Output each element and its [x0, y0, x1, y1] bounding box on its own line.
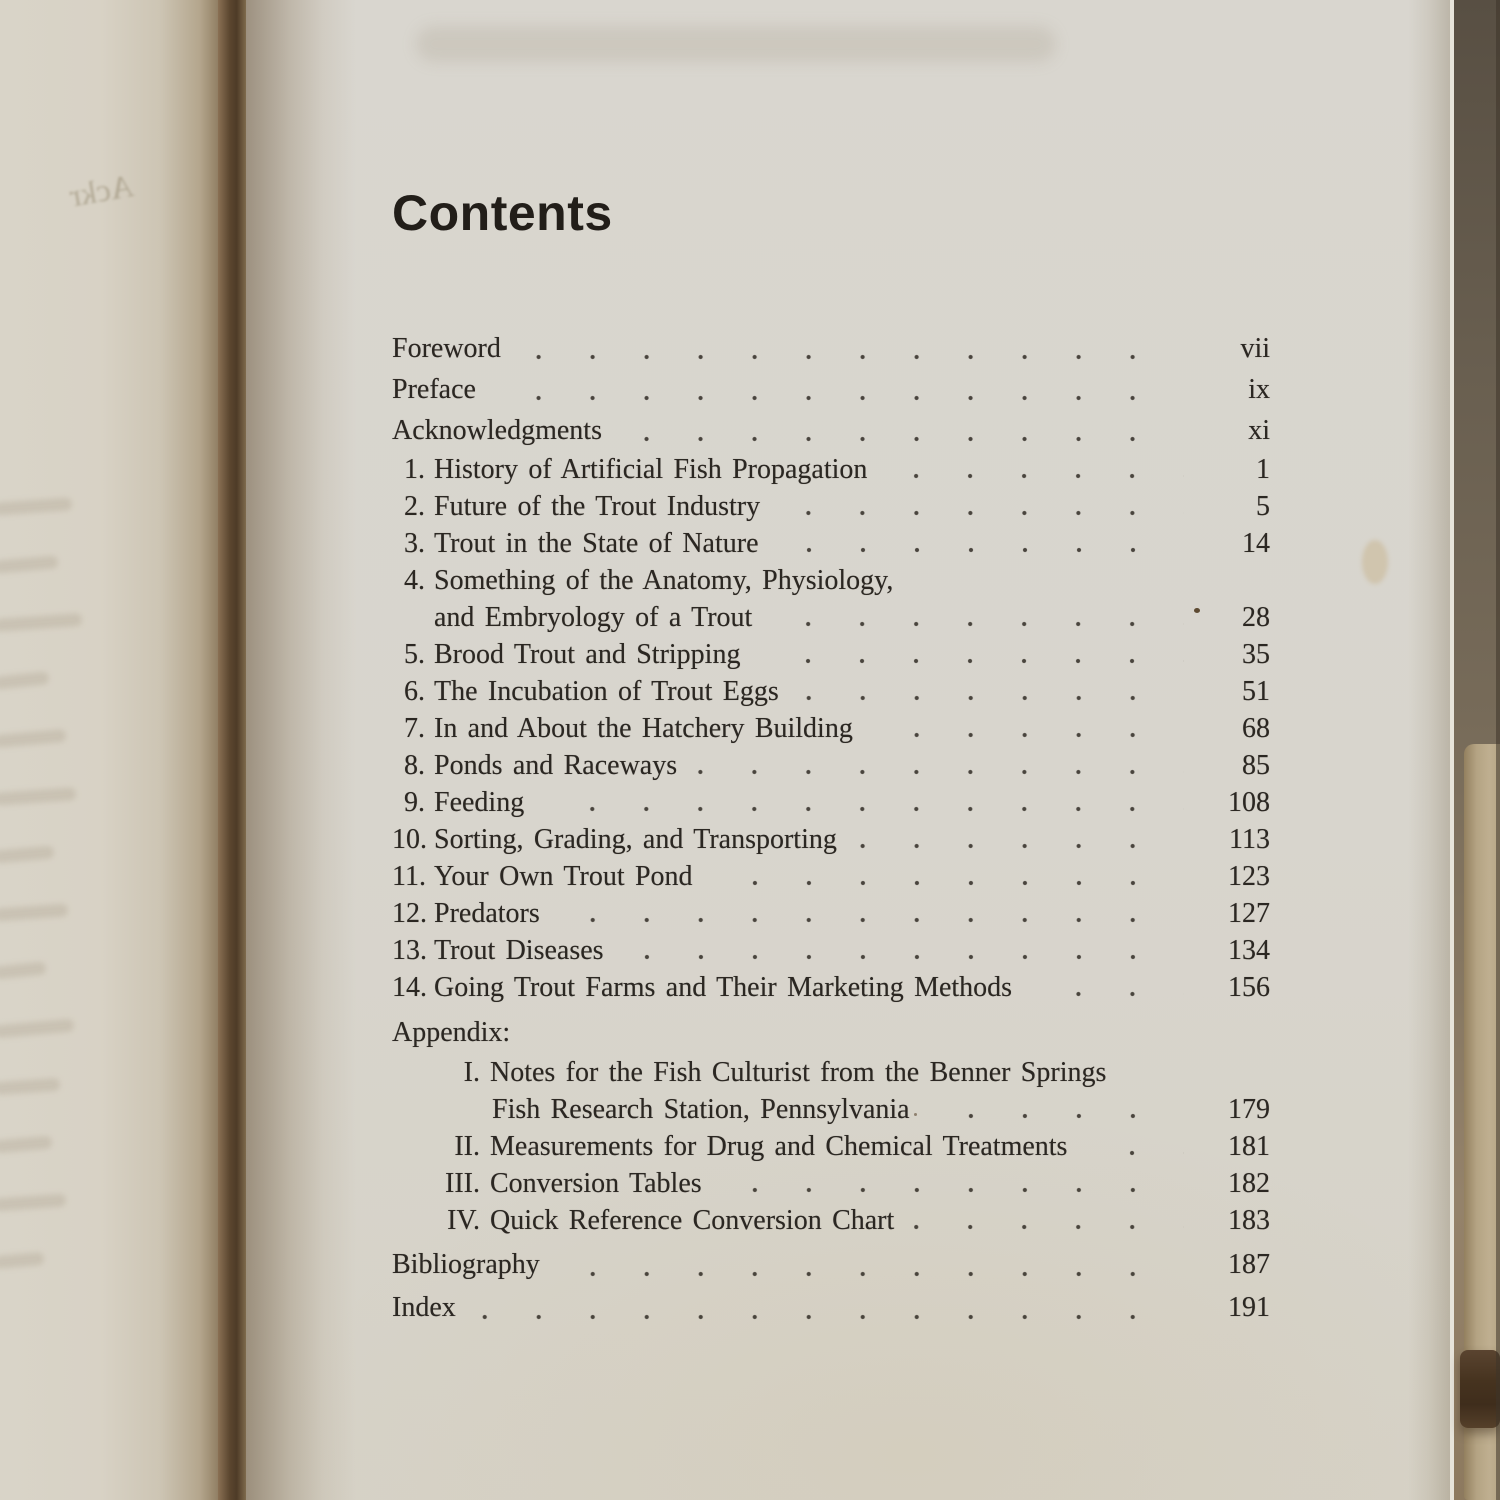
dot-leader — [760, 658, 1184, 664]
dot-leader — [622, 436, 1184, 442]
toc-row — [392, 1054, 1270, 1091]
toc-page-number: 123 — [1228, 861, 1270, 892]
book-fore-edge — [1454, 0, 1500, 1500]
dot-leader — [780, 510, 1184, 516]
toc-page-number: 182 — [1228, 1168, 1270, 1199]
paper-speck — [1194, 608, 1200, 613]
toc-entry-label: and Embryology of a Trout — [434, 602, 753, 633]
toc-entry-number: 14. — [392, 972, 427, 1003]
toc-page-number: 108 — [1228, 787, 1270, 818]
dot-leader — [560, 1271, 1184, 1277]
binding-shadow — [1460, 1350, 1500, 1428]
paper-speck — [914, 1113, 917, 1116]
toc-entry-number: 2. — [404, 491, 425, 522]
dot-leader — [887, 473, 1184, 479]
toc-row — [392, 410, 1270, 451]
contents-page — [246, 0, 1454, 1500]
toc-page-number: 156 — [1228, 972, 1270, 1003]
dot-leader — [873, 732, 1184, 738]
dot-leader — [857, 843, 1184, 849]
dot-leader — [1087, 1150, 1184, 1156]
toc-row — [392, 895, 1270, 932]
toc-row — [392, 1202, 1270, 1239]
toc-row — [392, 451, 1270, 488]
show-through-line — [0, 671, 50, 690]
toc-entry-label: Measurements for Drug and Chemical Treatments — [490, 1131, 1068, 1162]
toc-entry-number: 3. — [404, 528, 425, 559]
toc-page-number: 85 — [1242, 750, 1270, 781]
toc-row — [392, 1091, 1270, 1128]
toc-entry-number: III. — [445, 1168, 480, 1199]
gutter-shadow — [246, 0, 356, 1500]
left-facing-page — [0, 0, 222, 1500]
show-through-line — [0, 613, 82, 632]
toc-entry-label: Sorting, Grading, and Transporting — [434, 824, 837, 855]
toc-entry-number: I. — [463, 1057, 480, 1088]
toc-page-number: 14 — [1242, 528, 1270, 559]
toc-entry-number: II. — [454, 1131, 480, 1162]
dot-leader — [799, 695, 1184, 701]
show-through-smudge — [416, 26, 1056, 62]
toc-entry-label: Predators — [434, 898, 540, 929]
toc-entry-number: 9. — [404, 787, 425, 818]
toc-entry-label: Notes for the Fish Culturist from the Benner Springs — [490, 1057, 1107, 1088]
toc-page-number: ix — [1248, 374, 1270, 405]
toc-entry-label: Trout Diseases — [434, 935, 604, 966]
show-through-line — [0, 845, 54, 863]
toc-entry-label: Trout in the State of Nature — [434, 528, 759, 559]
photo-edge-shade — [1496, 0, 1500, 1500]
dot-leader — [476, 1314, 1184, 1320]
toc-entry-number: 7. — [404, 713, 425, 744]
dot-leader — [779, 547, 1185, 553]
toc-page-number: 187 — [1228, 1249, 1270, 1280]
toc-entry-label: Something of the Anatomy, Physiology, — [434, 565, 894, 596]
toc-row — [392, 710, 1270, 747]
toc-entry-label: Index — [392, 1292, 456, 1323]
toc-page-number: 134 — [1228, 935, 1270, 966]
toc-row — [392, 821, 1270, 858]
toc-page-number: 1 — [1256, 454, 1270, 485]
toc-row — [392, 1165, 1270, 1202]
toc-page-number: 68 — [1242, 713, 1270, 744]
toc-entry-label: Appendix: — [392, 1017, 511, 1048]
toc-row — [392, 932, 1270, 969]
dot-leader — [697, 769, 1184, 775]
toc-entry-label: Going Trout Farms and Their Marketing Methods — [434, 972, 1013, 1003]
show-through-line — [0, 555, 58, 574]
dot-leader — [1032, 991, 1184, 997]
toc-entry-label: Acknowledgments — [392, 415, 602, 446]
toc-row — [392, 747, 1270, 784]
toc-page-number: 191 — [1228, 1292, 1270, 1323]
toc-row — [392, 1012, 1270, 1054]
toc-page-number: 28 — [1242, 602, 1270, 633]
table-of-contents — [392, 328, 1270, 1329]
show-through-line — [0, 1078, 60, 1096]
toc-row — [392, 488, 1270, 525]
toc-page-number: 127 — [1228, 898, 1270, 929]
toc-row — [392, 784, 1270, 821]
show-through-line — [0, 1252, 44, 1269]
paper-stain — [1362, 540, 1388, 584]
toc-entry-label: Ponds and Raceways — [434, 750, 678, 781]
toc-page-number: 179 — [1228, 1094, 1270, 1125]
toc-row — [392, 1286, 1270, 1329]
toc-page-number: 183 — [1228, 1205, 1270, 1236]
toc-page-number: xi — [1248, 415, 1270, 446]
toc-entry-label: The Incubation of Trout Eggs — [434, 676, 779, 707]
toc-entry-label: Your Own Trout Pond — [434, 861, 693, 892]
toc-entry-label: Future of the Trout Industry — [434, 491, 761, 522]
show-through-line — [0, 1135, 52, 1153]
toc-row — [392, 525, 1270, 562]
dot-leader — [772, 621, 1184, 627]
toc-entry-number: 10. — [392, 824, 427, 855]
toc-page-number: 113 — [1229, 824, 1270, 855]
toc-entry-label: History of Artificial Fish Propagation — [434, 454, 868, 485]
toc-page-number: 5 — [1256, 491, 1270, 522]
show-through-line — [0, 1194, 66, 1212]
dot-leader — [624, 954, 1184, 960]
dot-leader — [544, 806, 1184, 812]
toc-entry-label: Fish Research Station, Pennsylvania — [492, 1094, 910, 1125]
toc-entry-number: 13. — [392, 935, 427, 966]
toc-row — [392, 599, 1270, 636]
show-through-line — [0, 903, 68, 921]
toc-entry-number: 8. — [404, 750, 425, 781]
toc-page-number: 51 — [1242, 676, 1270, 707]
toc-row — [392, 969, 1270, 1006]
toc-row — [392, 673, 1270, 710]
toc-row — [392, 1243, 1270, 1286]
toc-entry-number: 11. — [392, 861, 426, 892]
toc-entry-number: IV. — [447, 1205, 480, 1236]
show-through-line — [0, 1019, 74, 1039]
dot-leader — [521, 354, 1184, 360]
toc-entry-number: 6. — [404, 676, 425, 707]
toc-entry-label: Conversion Tables — [490, 1168, 702, 1199]
dot-leader — [713, 880, 1184, 886]
show-through-line — [0, 961, 47, 979]
toc-row — [392, 328, 1270, 369]
dot-leader — [496, 395, 1184, 401]
show-through-line — [0, 497, 72, 515]
dot-leader — [722, 1187, 1184, 1193]
toc-entry-number: 5. — [404, 639, 425, 670]
toc-row — [392, 1128, 1270, 1165]
toc-row — [392, 636, 1270, 673]
toc-entry-label: Foreword — [392, 333, 501, 364]
toc-row — [392, 858, 1270, 895]
toc-entry-label: Feeding — [434, 787, 525, 818]
toc-entry-label: Brood Trout and Stripping — [434, 639, 741, 670]
indent-spacer — [392, 1091, 492, 1128]
show-through-text: Ackr — [66, 166, 137, 214]
toc-entry-number: 4. — [404, 565, 425, 596]
toc-entry-label: Preface — [392, 374, 476, 405]
show-through-line — [0, 729, 66, 748]
toc-page-number: vii — [1240, 333, 1270, 364]
toc-entry-label: In and About the Hatchery Building — [434, 713, 853, 744]
show-through-line — [0, 787, 76, 806]
indent-spacer — [392, 599, 434, 636]
toc-entry-label: Bibliography — [392, 1249, 540, 1280]
toc-entry-number: 1. — [404, 454, 425, 485]
page-title: Contents — [392, 185, 613, 241]
toc-entry-label: Quick Reference Conversion Chart — [490, 1205, 895, 1236]
toc-page-number: 35 — [1242, 639, 1270, 670]
dot-leader — [560, 917, 1184, 923]
toc-entry-number: 12. — [392, 898, 427, 929]
toc-row — [392, 369, 1270, 410]
toc-page-number: 181 — [1228, 1131, 1270, 1162]
page-edge-shadow — [1408, 0, 1454, 1500]
toc-row — [392, 562, 1270, 599]
dot-leader — [930, 1113, 1184, 1119]
dot-leader — [914, 1224, 1184, 1230]
